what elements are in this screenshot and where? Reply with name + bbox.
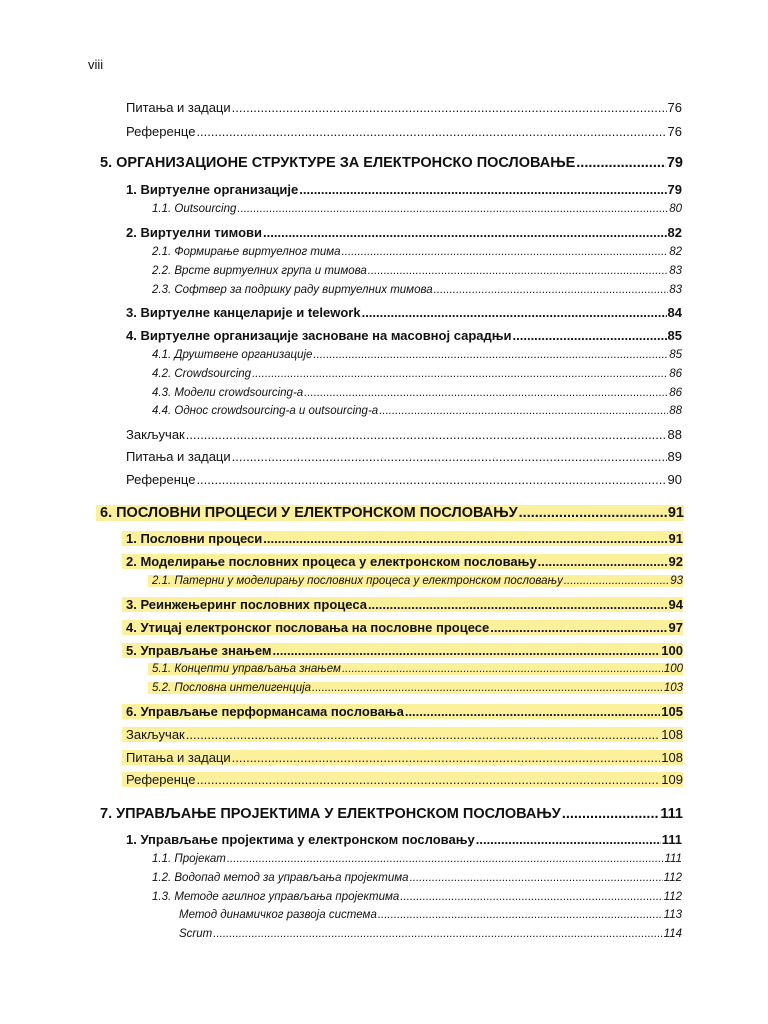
toc-section-page: 91 [668, 531, 683, 546]
toc-section[interactable] [122, 554, 683, 569]
toc-section[interactable] [126, 225, 682, 240]
toc-section-page: 85 [667, 328, 682, 343]
toc-leader-dots [342, 246, 669, 258]
toc-subsection-title: 4.3. Модели crowdsourcing-а [152, 387, 304, 399]
toc-section-page: 92 [668, 554, 683, 569]
toc-subsection[interactable] [152, 387, 682, 399]
toc-subsubsection-title: Метод динамичког развоја система [179, 909, 377, 921]
toc-section[interactable] [122, 704, 683, 719]
toc-leader-dots [196, 772, 660, 787]
toc-leader-dots [379, 405, 668, 417]
toc-subsection-page: 80 [669, 203, 682, 215]
toc-entry[interactable] [126, 472, 682, 487]
toc-section-title: 1. Виртуелне организације [126, 182, 299, 197]
toc-chapter-title: 5. ОРГАНИЗАЦИОНЕ СТРУКТУРЕ ЗА ЕЛЕКТРОНСКО ПОСЛОВАЊЕ [100, 155, 576, 171]
toc-subsubsection-title: Scrum [179, 928, 213, 940]
toc-subsection-page: 93 [670, 575, 683, 587]
toc-section[interactable] [122, 597, 683, 612]
toc-entry-title: Питања и задаци [126, 750, 231, 765]
toc-leader-dots [299, 182, 666, 197]
toc-leader-dots [312, 682, 663, 694]
toc-subsection-title: 2.3. Софтвер за подршку раду виртуелних тимова [152, 284, 433, 296]
toc-leader-dots [490, 620, 667, 635]
toc-section-title: 4. Виртуелне организације засноване на масовној сарадњи [126, 328, 512, 343]
toc-subsection[interactable] [148, 682, 683, 694]
toc-section[interactable] [126, 305, 682, 320]
toc-subsection-page: 86 [669, 368, 682, 380]
toc-entry-page: 90 [667, 472, 682, 487]
toc-entry-title: Питања и задаци [126, 100, 231, 115]
toc-chapter-page: 91 [667, 505, 684, 521]
toc-leader-dots [405, 704, 660, 719]
toc-section-page: 94 [668, 597, 683, 612]
toc-section-title: 3. Виртуелне канцеларије и telework [126, 305, 361, 320]
toc-subsection[interactable] [152, 203, 682, 215]
toc-leader-dots [342, 663, 663, 675]
toc-subsection-page: 85 [669, 349, 682, 361]
toc-leader-dots [186, 427, 667, 442]
toc-subsection[interactable] [148, 663, 683, 675]
toc-entry-page: 109 [661, 772, 683, 787]
toc-entry[interactable] [126, 100, 682, 115]
toc-leader-dots [513, 328, 667, 343]
toc-subsubsection-page: 113 [663, 909, 682, 921]
toc-leader-dots [362, 305, 667, 320]
toc-leader-dots [576, 155, 666, 171]
toc-leader-dots [564, 575, 669, 587]
page-number: viii [88, 57, 104, 72]
toc-entry-title: Референце [126, 772, 196, 787]
toc-subsection[interactable] [152, 872, 682, 884]
toc-subsection-page: 100 [663, 663, 683, 675]
toc-chapter[interactable] [100, 806, 683, 822]
toc-subsection-page: 88 [669, 405, 682, 417]
toc-leader-dots [263, 225, 667, 240]
toc-entry[interactable] [122, 750, 683, 765]
toc-entry-title: Питања и задаци [126, 449, 231, 464]
toc-entry-page: 76 [667, 124, 682, 139]
toc-subsection-title: 4.2. Crowdsourcing [152, 368, 252, 380]
toc-subsection-title: 1.1. Пројекат [152, 853, 226, 865]
toc-subsection[interactable] [152, 891, 682, 903]
toc-leader-dots [227, 853, 664, 865]
toc-leader-dots [476, 832, 661, 847]
toc-entry-page: 88 [667, 427, 682, 442]
toc-subsection[interactable] [148, 575, 683, 587]
toc-subsection-page: 86 [669, 387, 682, 399]
toc-section[interactable] [126, 328, 682, 343]
toc-subsection-title: 4.1. Друштвене организације [152, 349, 313, 361]
toc-subsection[interactable] [152, 284, 682, 296]
toc-section-page: 97 [668, 620, 683, 635]
toc-subsubsection-page: 114 [663, 928, 682, 940]
toc-leader-dots [196, 472, 666, 487]
toc-subsection-title: 2.1. Формирање виртуелног тима [152, 246, 341, 258]
toc-section-title: 2. Виртуелни тимови [126, 225, 263, 240]
toc-subsection-title: 4.4. Однос crowdsourcing-а и outsourcing-а [152, 405, 379, 417]
toc-chapter[interactable] [100, 155, 683, 171]
toc-subsection-title: 1.2. Водопад метод за управљања пројектима [152, 872, 409, 884]
toc-chapter-page: 79 [666, 155, 683, 171]
toc-leader-dots [304, 387, 668, 399]
toc-section-page: 79 [667, 182, 682, 197]
toc-leader-dots [232, 449, 667, 464]
toc-leader-dots [263, 531, 667, 546]
toc-leader-dots [368, 597, 668, 612]
toc-leader-dots [213, 928, 662, 940]
toc-subsection[interactable] [152, 368, 682, 380]
toc-section-page: 111 [661, 832, 682, 847]
toc-leader-dots [232, 100, 667, 115]
toc-subsection[interactable] [152, 265, 682, 277]
toc-subsection[interactable] [152, 853, 682, 865]
toc-section-page: 100 [661, 643, 683, 658]
toc-entry[interactable] [126, 124, 682, 139]
toc-leader-dots [368, 265, 668, 277]
toc-subsection-title: 5.1. Концепти управљања знањем [152, 663, 341, 675]
toc-subsection-page: 111 [664, 853, 682, 865]
toc-subsection[interactable] [152, 349, 682, 361]
toc-subsection-title: 2.1. Патерни у моделирању пословних процеса у електронском пословању [152, 575, 563, 587]
toc-entry-title: Закључак [126, 727, 185, 742]
toc-entry-page: 76 [667, 100, 682, 115]
toc-section-title: 3. Реинжењеринг пословних процеса [126, 597, 367, 612]
toc-chapter-title: 7. УПРАВЉАЊЕ ПРОЈЕКТИМА У ЕЛЕКТРОНСКОМ ПОСЛОВАЊУ [100, 806, 561, 822]
toc-subsection[interactable] [152, 405, 682, 417]
toc-leader-dots [434, 284, 669, 296]
toc-entry[interactable] [122, 772, 683, 787]
toc-entry-title: Закључак [126, 427, 185, 442]
toc-leader-dots [196, 124, 666, 139]
toc-section[interactable] [122, 620, 683, 635]
toc-subsubsection[interactable] [179, 909, 682, 921]
toc-subsection-title: 1.3. Методе агилног управљања пројектима [152, 891, 400, 903]
toc-leader-dots [186, 727, 661, 742]
toc-chapter[interactable] [96, 505, 684, 521]
toc-section[interactable] [122, 643, 683, 658]
toc-subsection-page: 83 [669, 284, 682, 296]
toc-entry-title: Референце [126, 124, 196, 139]
toc-entry-title: Референце [126, 472, 196, 487]
toc-subsection-page: 82 [669, 246, 682, 258]
toc-section-page: 82 [667, 225, 682, 240]
toc-subsection[interactable] [152, 246, 682, 258]
toc-leader-dots [519, 505, 667, 521]
toc-leader-dots [410, 872, 663, 884]
toc-entry[interactable] [126, 427, 682, 442]
toc-section[interactable] [126, 832, 682, 847]
toc-section[interactable] [122, 531, 683, 546]
toc-subsection-page: 83 [669, 265, 682, 277]
toc-section-title: 6. Управљање перформансама пословања [126, 704, 404, 719]
toc-section-page: 84 [667, 305, 682, 320]
toc-leader-dots [273, 643, 661, 658]
toc-section-title: 1. Управљање пројектима у електронском пословању [126, 832, 475, 847]
toc-entry-page: 108 [661, 750, 683, 765]
toc-subsection-title: 1.1. Outsourcing [152, 203, 237, 215]
toc-subsection-page: 103 [663, 682, 683, 694]
toc-subsection-title: 2.2. Врсте виртуелних група и тимова [152, 265, 367, 277]
toc-section-title: 4. Утицај електронског пословања на пословне процесе [126, 620, 490, 635]
toc-leader-dots [400, 891, 662, 903]
toc-leader-dots [237, 203, 668, 215]
toc-section-title: 1. Пословни процеси [126, 531, 263, 546]
toc-leader-dots [252, 368, 668, 380]
toc-section[interactable] [126, 182, 682, 197]
toc-leader-dots [562, 806, 660, 822]
toc-entry-page: 108 [661, 727, 683, 742]
toc-subsection-page: 112 [663, 872, 682, 884]
toc-entry-page: 89 [667, 449, 682, 464]
toc-entry[interactable] [122, 727, 683, 742]
toc-entry[interactable] [126, 449, 682, 464]
toc-subsection-title: 5.2. Пословна интелигенција [152, 682, 312, 694]
toc-leader-dots [378, 909, 663, 921]
toc-section-title: 2. Моделирање пословних процеса у електронском пословању [126, 554, 537, 569]
toc-section-title: 5. Управљање знањем [126, 643, 272, 658]
toc-section-page: 105 [661, 704, 683, 719]
toc-chapter-title: 6. ПОСЛОВНИ ПРОЦЕСИ У ЕЛЕКТРОНСКОМ ПОСЛОВАЊУ [100, 505, 518, 521]
toc-leader-dots [538, 554, 668, 569]
toc-subsection-page: 112 [663, 891, 682, 903]
toc-chapter-page: 111 [660, 806, 683, 822]
toc-leader-dots [313, 349, 668, 361]
toc-leader-dots [232, 750, 661, 765]
toc-subsubsection[interactable] [179, 928, 682, 940]
